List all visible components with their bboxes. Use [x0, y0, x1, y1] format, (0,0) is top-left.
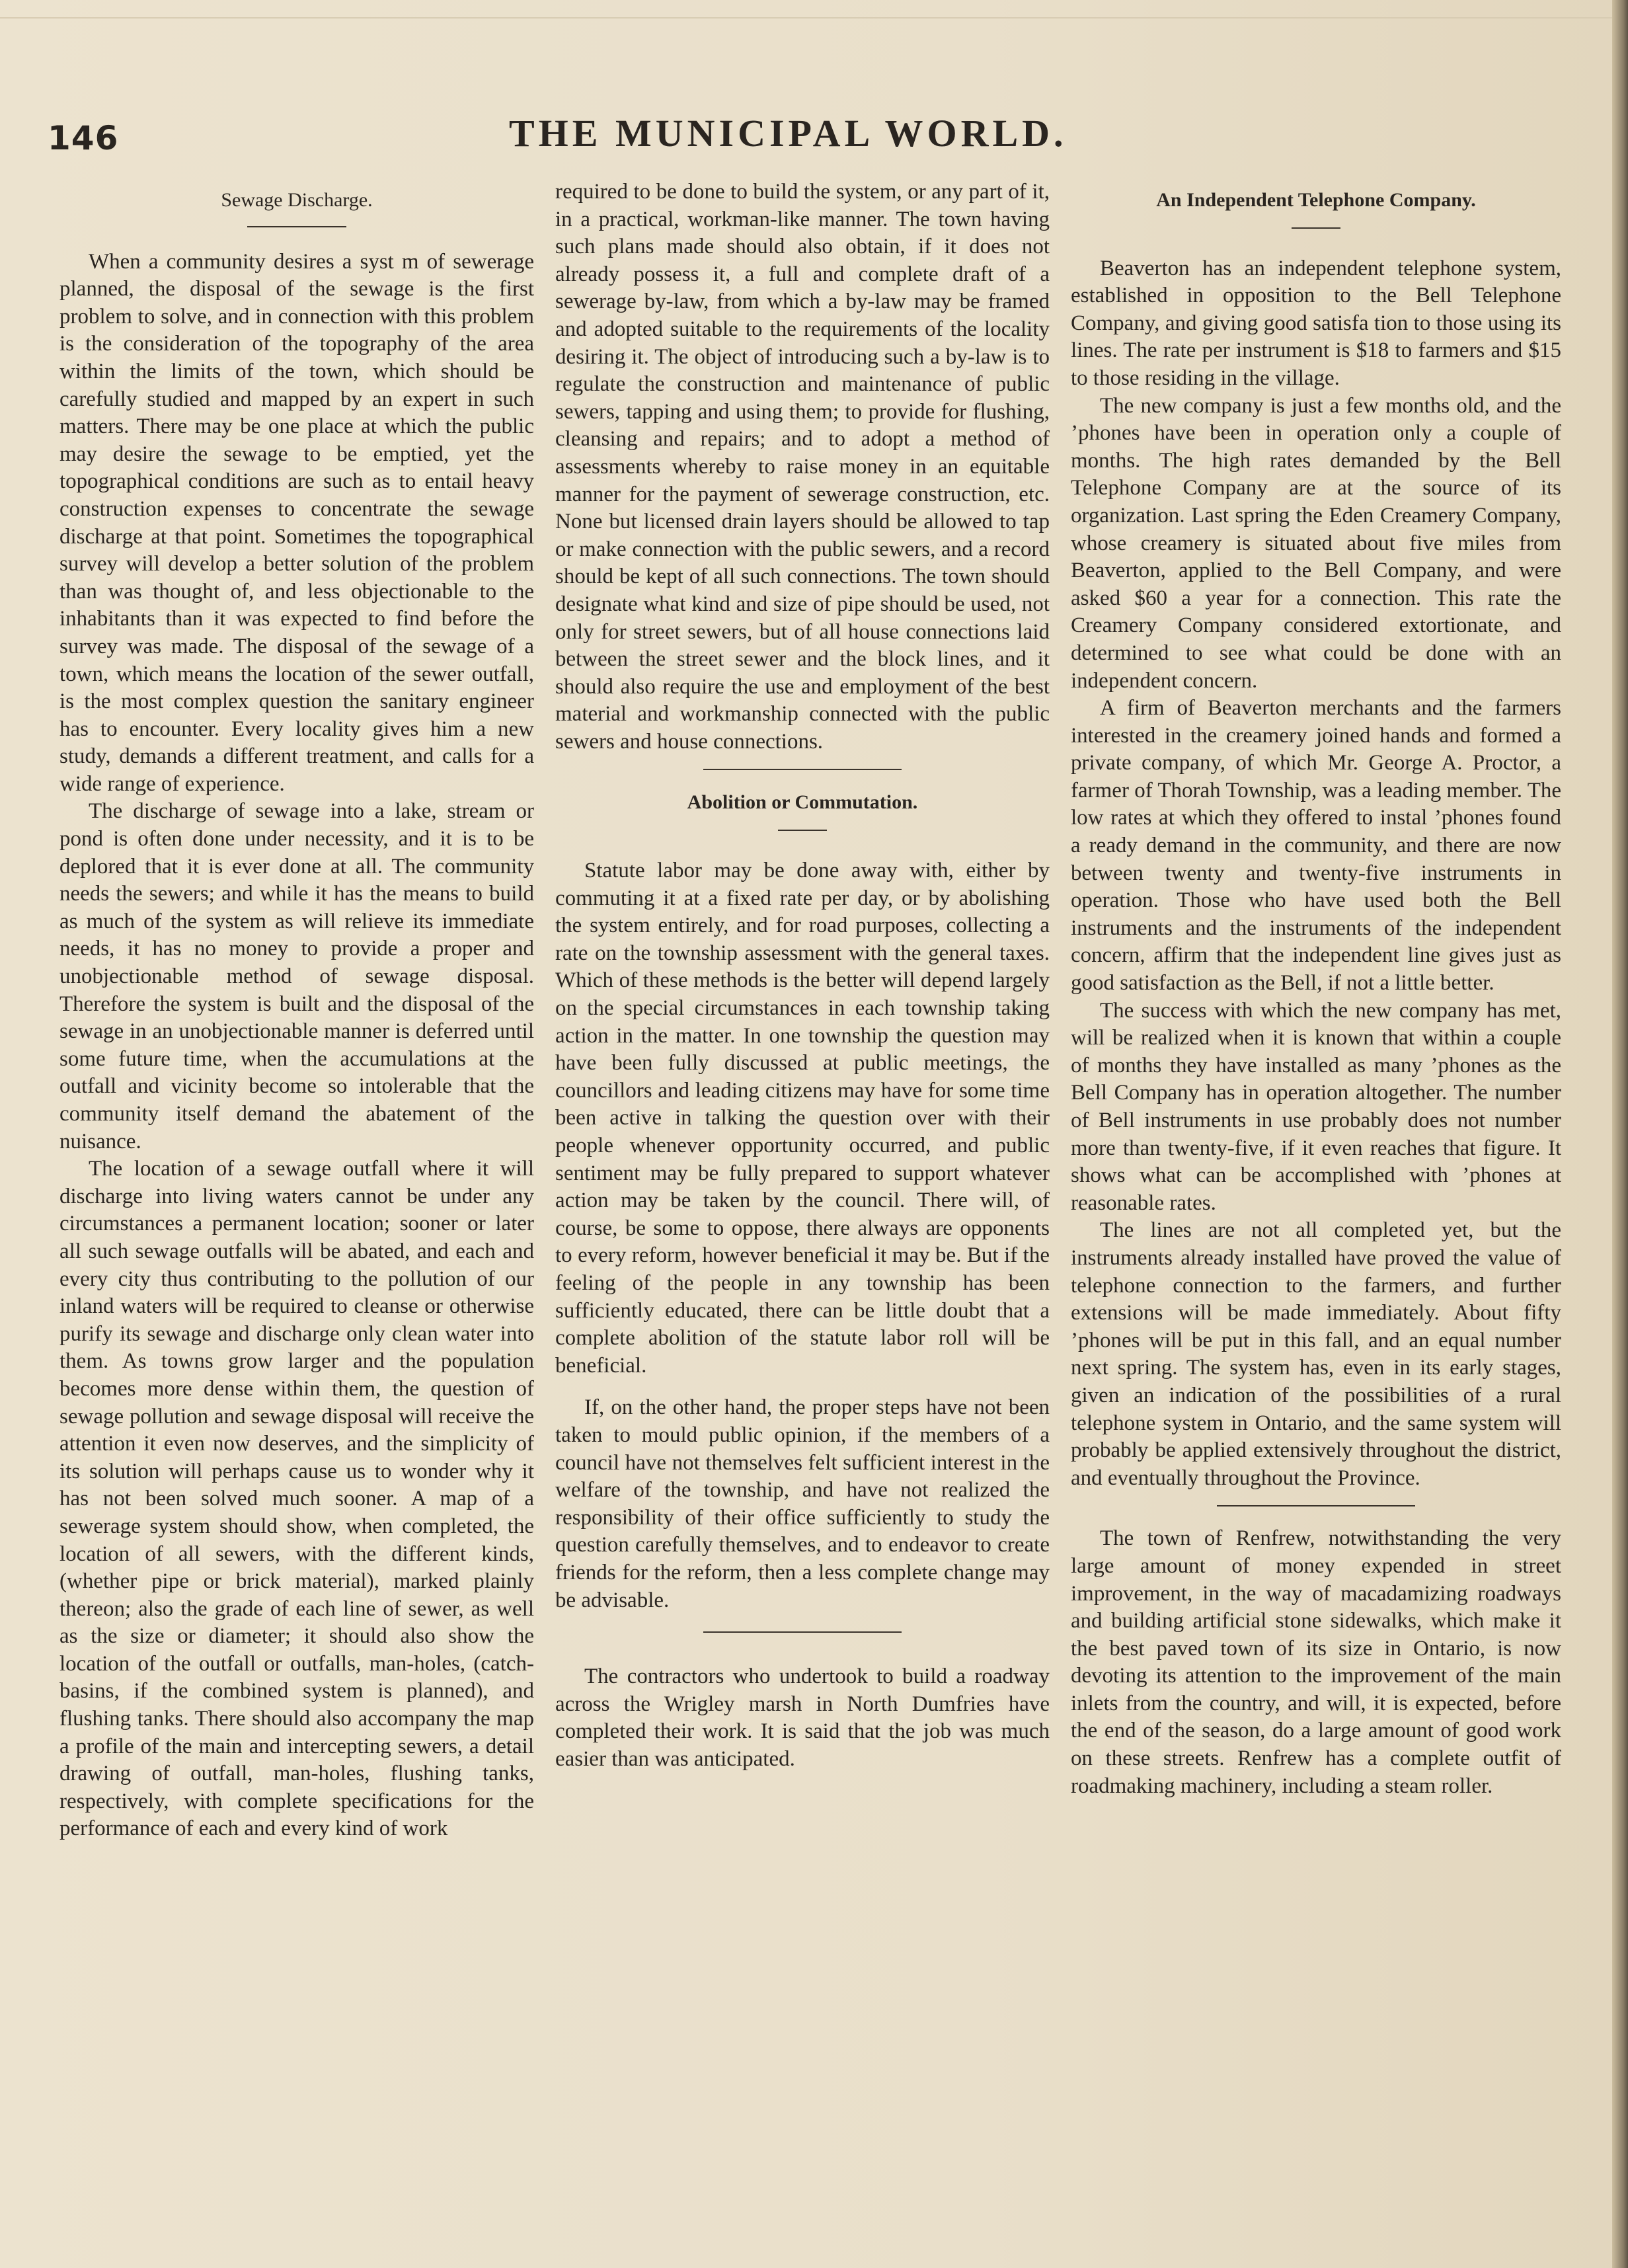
heading-rule	[247, 226, 346, 227]
telephone-paragraph: Beaverton has an independent telephone system, established in opposition to the Bell Telephone Company, and giving good satisfa tion to those using its lines. The rate per instrument is $18 to farmers and $15 to those residing in the village.	[1071, 256, 1561, 390]
column-2	[555, 178, 1050, 1773]
renfrew-paragraph: The town of Renfrew, notwithstanding the very large amount of money expended in street improvement, in the way of macadamizing roadways and building artificial stone sidewalks, which make it the best paved town of its size in Ontario, is now devoting its attention to the improvement of the main inlets from the country, and will, it is expected, before the end of the season, do a large amount of good work on these streets. Renfrew has a complete outfit of roadmaking machinery, including a steam roller.	[1071, 1526, 1561, 1798]
telephone-paragraph: The new company is just a few months old, and the ’phones have been in operation only a couple of months. The high rates demanded by the Bell Telephone Company are at the source of its organization. Last spring the Eden Creamery Company, whose creamery is situated about five miles from Beaverton, applied to the Bell Company, and were asked $60 a year for a connection. This rate the Creamery Company considered extortionate, and determined to see what could be done with an independent concern.	[1071, 393, 1561, 693]
page-number: 146	[48, 119, 119, 157]
sewage-paragraph: The location of a sewage outfall where it will discharge into living waters cannot be under any circumstances a permanent location; sooner or later all such sewage outfalls will be abated, and each and every city thus contributing to the pollution of our inland waters will be required to cleanse or otherwise purify its sewage and discharge only clean water into them. As towns grow larger and the population becomes more dense within them, the question of sewage pollution and sewage disposal will receive the attention it even now deserves, and the simplicity of its solution will perhaps cause us to wonder why it has not been solved much sooner. A map of a sewerage system should show, when completed, the location of all sewers, with the different kinds, (whether pipe or brick material), marked plainly thereon; also the grade of each line of sewer, as well as the size or diameter; it should also show the location of the outfall or outfalls, man-holes, (catch-basins, if the combined system is planned), and flushing tanks. There should also accompany the map a profile of the main and intercepting sewers, a detail drawing of outfall, man-holes, flushing tanks, respectively, with complete specifications for the performance of each and every kind of work	[59, 1157, 534, 1841]
heading-rule	[778, 830, 827, 831]
abolition-paragraph: If, on the other hand, the proper steps have not been taken to mould public opinion, if the members of a council have not themselves felt sufficient interest in the welfare of the township, and have not realized the responsibility of their office sufficiently to study the question carefully themselves, and to endeavor to create friends for the reform, then a less complete change may be advisable.	[555, 1395, 1050, 1612]
sewage-continuation: required to be done to build the system, or any part of it, in a practical, workman-like manner. The town having such plans made should also obtain, if it does not already possess it, a full and complete draft of a sewerage by-law, from which a by-law may be framed and adopted suitable to the requirements of the locality desiring it. The object of introducing such a by-law is to regulate the construction and maintenance of public sewers, tapping and using them; to provide for flushing, cleansing and repairs; and to adopt a method of assessments whereby to raise money in an equitable manner for the payment of sewerage construction, etc. None but licensed drain layers should be allowed to tap or make connection with the public sewers, and a record should be kept of all such connections. The town should designate what kind and size of pipe should be used, not only for street sewers, but of all house connections laid between the street sewer and the block lines, and it should also require the use and employment of the best material and workmanship connected with the public sewers and house connections.	[555, 180, 1050, 754]
sewage-paragraph: When a community desires a syst m of sewerage planned, the disposal of the sewage is the first problem to solve, and in connection with this problem is the consideration of the topography of the area within the limits of the town, which should be carefully studied and mapped by an expert in such matters. There may be one place at which the public may desire the sewage to be emptied, yet the topographical conditions are such as to entail heavy construction expenses to concentrate the sewage discharge at that point. Sometimes the topographical survey will develop a better solution of the problem than was thought of, and less objectionable to the inhabitants than it was expected to find before the survey was made. The disposal of the sewage of a town, which means the location of the sewer outfall, is the most complex question the sanitary engineer has to encounter. Every locality gives him a new study, demands a different treatment, and calls for a wide range of experience.	[59, 249, 534, 796]
column-3	[1071, 178, 1561, 1800]
abolition-heading: Abolition or Commutation.	[687, 791, 918, 814]
telephone-paragraph: A firm of Beaverton merchants and the farmers interested in the creamery joined hands and formed a private company, of which Mr. George A. Proctor, a farmer of Thorah Township, was a leading member. The low rates at which they offered to instal ’phones found a ready demand in the community, and there are now between twenty and twenty-five instruments in operation. Those who have used both the Bell instruments and the instruments of the independent concern, affirm that the independent line gives just as good satisfaction as the Bell, if not a little better.	[1071, 696, 1561, 996]
binding-edge	[1612, 0, 1628, 2268]
column-1	[59, 178, 534, 1843]
page-edge-line	[0, 17, 1613, 19]
publication-title: THE MUNICIPAL WORLD.	[509, 112, 1067, 155]
telephone-paragraph: The lines are not all completed yet, but the instruments already installed have proved the value of telephone connection to the farmers, and further extensions will be made immediately. About fifty ’phones will be put in this fall, and an equal number next spring. The system has, even in its early stages, given an indication of the possibilities of a rural telephone system in Ontario, and the same system will probably be applied extensively throughout the district, and eventually throughout the Province.	[1071, 1218, 1561, 1490]
telephone-heading: An Independent Telephone Company.	[1156, 189, 1476, 211]
sewage-heading: Sewage Discharge.	[221, 189, 373, 211]
sewage-paragraph: The discharge of sewage into a lake, stream or pond is often done under necessity, and it is to be deplored that it is ever done at all. The community needs the sewers; and while it has the means to build as much of the system as will relieve its immediate needs, it has no money to provide a proper and unobjectionable method of sewage disposal. Therefore the system is built and the disposal of the sewage in an unobjectionable manner is deferred until some future time, when the accumulations at the outfall and vicinity become so intolerable that the community itself demand the abatement of the nuisance.	[59, 799, 534, 1154]
section-rule	[1217, 1505, 1415, 1506]
wrigley-paragraph: The contractors who undertook to build a roadway across the Wrigley marsh in North Dumfries have completed their work. It is said that the job was much easier than was anticipated.	[555, 1664, 1050, 1771]
section-rule	[703, 769, 902, 770]
telephone-paragraph: The success with which the new company has met, will be realized when it is known that within a couple of months they have installed as many ’phones as the Bell Company has in operation altogether. The number of Bell instruments in use probably does not number more than twenty-five, if it even reaches that figure. It shows what can be accomplished with ’phones at reasonable rates.	[1071, 998, 1561, 1215]
abolition-paragraph: Statute labor may be done away with, either by commuting it at a fixed rate per day, or by abolishing the system entirely, and for road purposes, collecting a rate on the township assessment with the general taxes. Which of these methods is the better will depend largely on the special circumstances in each township taking action in the matter. In one township the question may have been fully discussed at public meetings, the councillors and leading citizens may have for some time been active in talking the question over with their people whenever opportunity occurred, and public sentiment may be fully prepared to support whatever action may be taken by the council. There will, of course, be some to oppose, there always are opponents to every reform, however beneficial it may be. But if the feeling of the people in any township has been sufficiently educated, there can be little doubt that a complete abolition of the statute labor roll will be beneficial.	[555, 859, 1050, 1378]
heading-rule	[1292, 227, 1340, 229]
section-rule	[703, 1631, 902, 1633]
